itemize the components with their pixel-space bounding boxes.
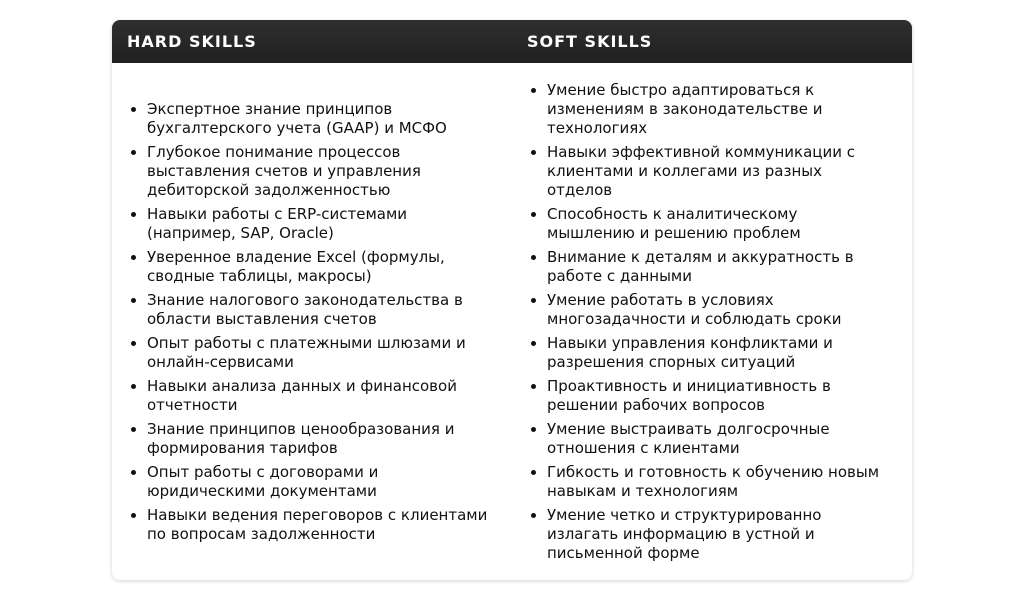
table-header [112, 20, 912, 63]
list-item: • Проактивность и инициативность в решении рабочих вопросов [547, 377, 882, 415]
list-item: • Умение быстро адаптироваться к изменениям в законодательстве и технологиях [547, 81, 882, 138]
list-item: • Опыт работы с платежными шлюзами и онлайн-сервисами [147, 334, 492, 372]
list-item: • Гибкость и готовность к обучению новым навыкам и технологиям [547, 463, 882, 501]
list-item: • Способность к аналитическому мышлению и решению проблем [547, 205, 882, 243]
list-item: • Умение выстраивать долгосрочные отношения с клиентами [547, 420, 882, 458]
list-item: • Опыт работы с договорами и юридическими документами [147, 463, 492, 501]
list-item: • Навыки эффективной коммуникации с клиентами и коллегами из разных отделов [547, 143, 882, 200]
soft-skills-list [512, 63, 912, 563]
hard-skills-header: HARD SKILLS [127, 32, 257, 51]
hard-skills-list [112, 63, 512, 544]
soft-skills-column [512, 63, 912, 568]
list-item: • Знание налогового законодательства в области выставления счетов [147, 291, 492, 329]
list-item: • Умение четко и структурированно излагать информацию в устной и письменной форме [547, 506, 882, 563]
list-item: • Экспертное знание принципов бухгалтерского учета (GAAP) и МСФО [147, 100, 492, 138]
list-item: • Уверенное владение Excel (формулы, сводные таблицы, макросы) [147, 248, 492, 286]
list-item: • Навыки анализа данных и финансовой отчетности [147, 377, 492, 415]
list-item: • Глубокое понимание процессов выставления счетов и управления дебиторской задолженностью [147, 143, 492, 200]
skills-table [112, 20, 912, 580]
table-body [112, 63, 912, 568]
list-item: • Внимание к деталям и аккуратность в работе с данными [547, 248, 882, 286]
list-item: • Навыки управления конфликтами и разрешения спорных ситуаций [547, 334, 882, 372]
list-item: • Навыки работы с ERP-системами (например, SAP, Oracle) [147, 205, 492, 243]
list-item: • Знание принципов ценообразования и формирования тарифов [147, 420, 492, 458]
list-item: • Умение работать в условиях многозадачности и соблюдать сроки [547, 291, 882, 329]
hard-skills-column [112, 63, 512, 568]
list-item: • Навыки ведения переговоров с клиентами по вопросам задолженности [147, 506, 492, 544]
soft-skills-header: SOFT SKILLS [527, 32, 653, 51]
